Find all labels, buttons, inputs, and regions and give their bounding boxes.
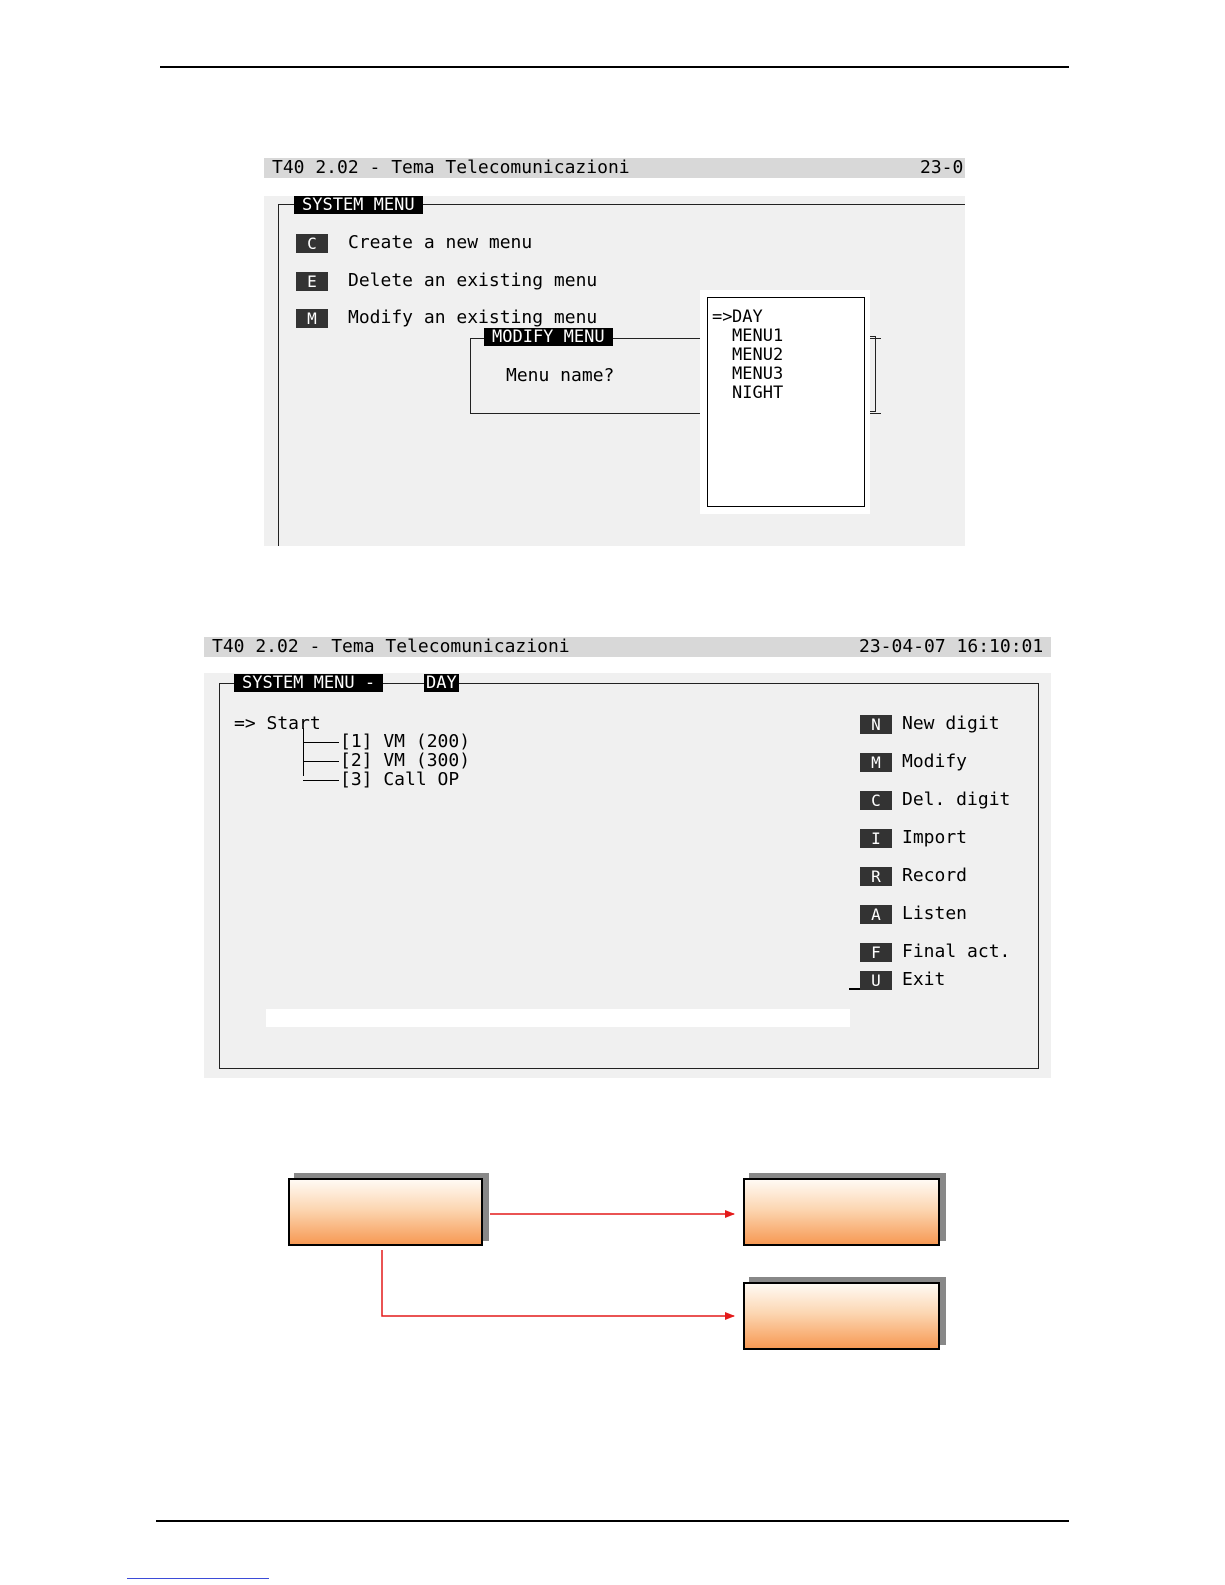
import-command[interactable]: Import <box>902 827 968 848</box>
new-digit-key[interactable]: N <box>860 715 892 734</box>
tree-branch[interactable]: [3] Call OP <box>340 769 460 790</box>
tree-branch[interactable]: [1] VM (200) <box>340 731 471 752</box>
exit-key[interactable]: U <box>860 971 892 990</box>
create-menu-key[interactable]: C <box>296 234 328 253</box>
modify-command[interactable]: Modify <box>902 751 968 772</box>
new-digit-command[interactable]: New digit <box>902 713 1000 734</box>
tree-root[interactable]: => Start <box>234 713 321 734</box>
final-act-command[interactable]: Final act. <box>902 941 1011 962</box>
current-menu-tag: DAY <box>426 673 457 693</box>
menu-list-item[interactable]: MENU2 <box>732 345 784 365</box>
app-title: T40 2.02 - Tema Telecomunicazioni <box>212 637 570 657</box>
menu-list-item[interactable]: MENU3 <box>732 364 784 384</box>
import-key[interactable]: I <box>860 829 892 848</box>
modify-menu-key[interactable]: M <box>296 309 328 328</box>
exit-command[interactable]: Exit <box>902 969 946 990</box>
app-title: T40 2.02 - Tema Telecomunicazioni <box>272 158 630 178</box>
menu-list-item[interactable]: DAY <box>732 307 763 327</box>
modify-menu-option[interactable]: Modify an existing menu <box>348 307 598 328</box>
listen-command[interactable]: Listen <box>902 903 968 924</box>
system-menu-title: SYSTEM MENU <box>294 196 423 214</box>
delete-menu-option[interactable]: Delete an existing menu <box>348 270 598 291</box>
clock: 23-0 <box>920 158 964 178</box>
menu-list-pointer: => <box>712 307 733 327</box>
modify-menu-title: MODIFY MENU <box>484 328 613 346</box>
menu-list-item[interactable]: NIGHT <box>732 383 784 403</box>
create-menu-option[interactable]: Create a new menu <box>348 232 533 253</box>
menu-editor-title: SYSTEM MENU - <box>234 674 383 692</box>
clock: 23-04-07 16:10:01 <box>859 637 1044 657</box>
record-command[interactable]: Record <box>902 865 968 886</box>
delete-menu-key[interactable]: E <box>296 272 328 291</box>
tree-branch[interactable]: [2] VM (300) <box>340 750 471 771</box>
del-digit-command[interactable]: Del. digit <box>902 789 1011 810</box>
record-key[interactable]: R <box>860 867 892 886</box>
final-act-key[interactable]: F <box>860 943 892 962</box>
flow-arrow-bottom <box>382 1250 734 1316</box>
menu-name-prompt: Menu name? <box>506 365 615 386</box>
menu-list-item[interactable]: MENU1 <box>732 326 784 346</box>
del-digit-key[interactable]: C <box>860 791 892 810</box>
listen-key[interactable]: A <box>860 905 892 924</box>
modify-key[interactable]: M <box>860 753 892 772</box>
